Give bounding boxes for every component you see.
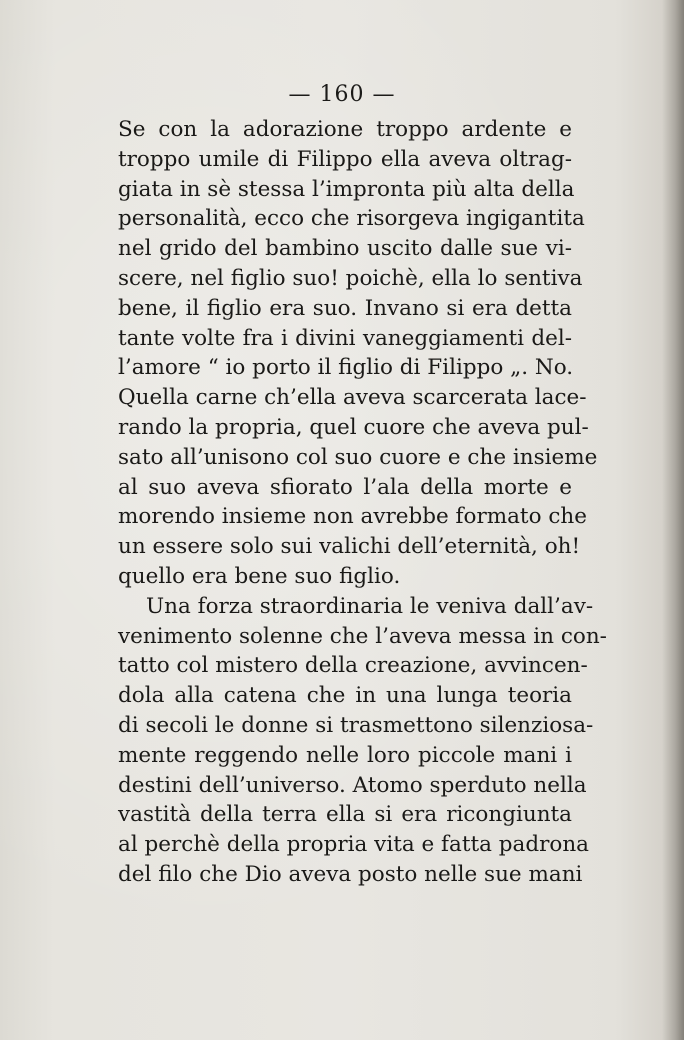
- text-line: rando la propria, quel cuore che aveva pul-: [118, 414, 589, 440]
- text-line: mente reggendo nelle loro piccole mani i: [118, 742, 572, 768]
- text-line: tante volte fra i divini vaneggiamenti del-: [118, 325, 572, 351]
- text-line: Una forza straordinaria le veniva dall’av-: [146, 593, 594, 619]
- text-line: tatto col mistero della creazione, avvincen-: [118, 653, 588, 679]
- text-line: sato all’unisono col suo cuore e che insieme: [118, 444, 598, 470]
- text-line: al suo aveva sfiorato l’ala della morte e: [118, 474, 572, 500]
- text-line: del filo che Dio aveva posto nelle sue mani: [118, 861, 583, 887]
- text-line: bene, il figlio era suo. Invano si era detta: [118, 295, 572, 321]
- text-line: destini dell’universo. Atomo sperduto nella: [118, 772, 587, 798]
- text-line: al perchè della propria vita e fatta padrona: [118, 832, 589, 858]
- text-line: nel grido del bambino uscito dalle sue vi-: [118, 236, 572, 262]
- body-text: [118, 115, 607, 890]
- text-line: vastità della terra ella si era ricongiunta: [118, 802, 572, 828]
- text-line: Quella carne ch’ella aveva scarcerata lace-: [118, 385, 587, 411]
- page-number: — 160 —: [288, 82, 396, 107]
- text-line: venimento solenne che l’aveva messa in con-: [118, 623, 607, 649]
- text-line: un essere solo sui valichi dell’eternità, oh!: [118, 534, 581, 560]
- text-line: di secoli le donne si trasmettono silenziosa-: [118, 712, 594, 738]
- text-line: giata in sè stessa l’impronta più alta della: [118, 176, 575, 202]
- text-line: personalità, ecco che risorgeva ingigantita: [118, 206, 585, 232]
- text-line: quello era bene suo figlio.: [118, 563, 401, 589]
- text-line: troppo umile di Filippo ella aveva oltrag-: [118, 146, 572, 172]
- text-line: scere, nel figlio suo! poichè, ella lo sentiva: [118, 265, 583, 291]
- text-line: dola alla catena che in una lunga teoria: [118, 683, 572, 709]
- text-line: l’amore “ io porto il figlio di Filippo „. No.: [118, 355, 574, 381]
- text-line: morendo insieme non avrebbe formato che: [118, 504, 587, 530]
- text-line: Se con la adorazione troppo ardente e: [118, 117, 572, 142]
